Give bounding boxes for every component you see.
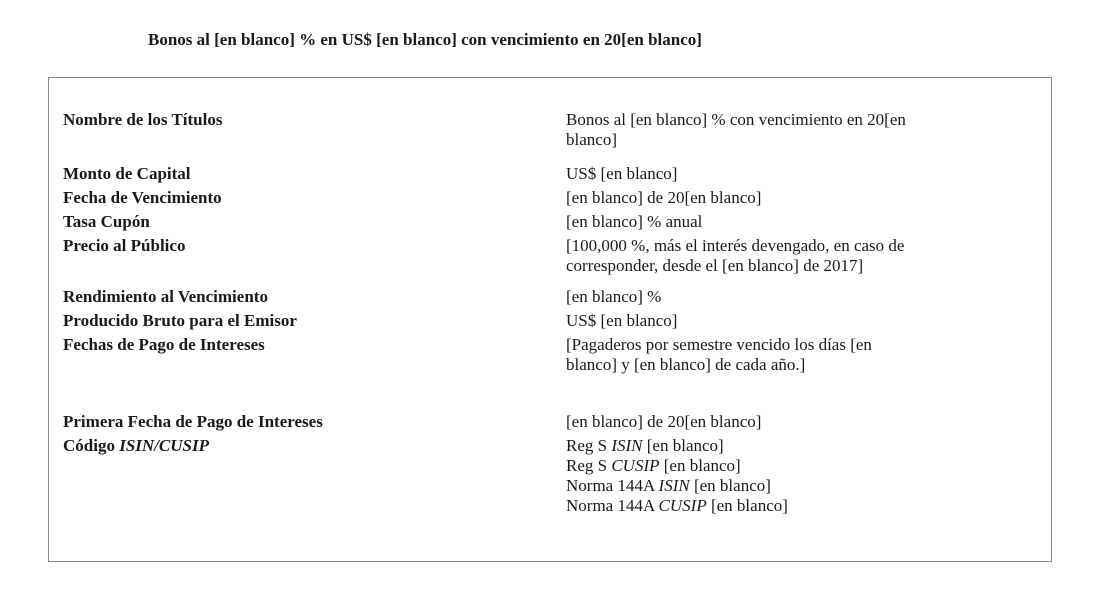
row-value	[566, 335, 1026, 375]
code-suffix: [en blanco]	[689, 476, 771, 495]
value-line: blanco]	[566, 130, 617, 149]
row-value	[566, 110, 1026, 150]
code-prefix: Reg S	[566, 456, 612, 475]
value-line: [Pagaderos por semestre vencido los días [en	[566, 335, 872, 354]
code-prefix: Norma 144A	[566, 476, 659, 495]
row-value	[566, 164, 1026, 184]
code-line	[566, 496, 1026, 516]
row-value	[566, 188, 1026, 208]
row-value	[566, 212, 1026, 232]
code-type: CUSIP	[658, 496, 707, 515]
value-line: corresponder, desde el [en blanco] de 2017]	[566, 256, 864, 275]
row-label: Producido Bruto para el Emisor	[63, 311, 297, 330]
value-line: [en blanco] %	[566, 287, 662, 306]
row-label: Tasa Cupón	[63, 212, 150, 231]
label-italic-text: ISIN/CUSIP	[119, 436, 209, 455]
row-label: Monto de Capital	[63, 164, 191, 183]
row-label: Primera Fecha de Pago de Intereses	[63, 412, 323, 431]
code-type: ISIN	[658, 476, 690, 495]
row-label: Precio al Público	[63, 236, 186, 255]
value-line: [en blanco] % anual	[566, 212, 703, 231]
label-text: Código	[63, 436, 120, 455]
document-title: Bonos al [en blanco] % en US$ [en blanco] con vencimiento en 20[en blanco]	[148, 30, 702, 49]
value-line: [en blanco] de 20[en blanco]	[566, 412, 762, 431]
value-line: US$ [en blanco]	[566, 311, 678, 330]
value-line: [en blanco] de 20[en blanco]	[566, 188, 762, 207]
code-line	[566, 456, 1026, 476]
code-prefix: Norma 144A	[566, 496, 659, 515]
row-label: Rendimiento al Vencimiento	[63, 287, 268, 306]
code-line	[566, 476, 1026, 496]
row-value	[566, 311, 1026, 331]
code-prefix: Reg S	[566, 436, 612, 455]
row-label	[63, 436, 543, 456]
code-line	[566, 436, 1026, 456]
value-line: [100,000 %, más el interés devengado, en caso de	[566, 236, 905, 255]
code-suffix: [en blanco]	[706, 496, 788, 515]
row-value	[566, 236, 1026, 276]
code-type: ISIN	[611, 436, 643, 455]
value-line: US$ [en blanco]	[566, 164, 678, 183]
value-line: Bonos al [en blanco] % con vencimiento en 20[en	[566, 110, 906, 129]
code-suffix: [en blanco]	[642, 436, 724, 455]
row-label: Fechas de Pago de Intereses	[63, 335, 265, 354]
row-value	[566, 436, 1026, 516]
terms-table	[48, 77, 1052, 562]
row-value	[566, 287, 1026, 307]
value-line: blanco] y [en blanco] de cada año.]	[566, 355, 806, 374]
row-label: Fecha de Vencimiento	[63, 188, 222, 207]
row-label: Nombre de los Títulos	[63, 110, 223, 129]
code-suffix: [en blanco]	[659, 456, 741, 475]
row-value	[566, 412, 1026, 432]
code-type: CUSIP	[611, 456, 660, 475]
